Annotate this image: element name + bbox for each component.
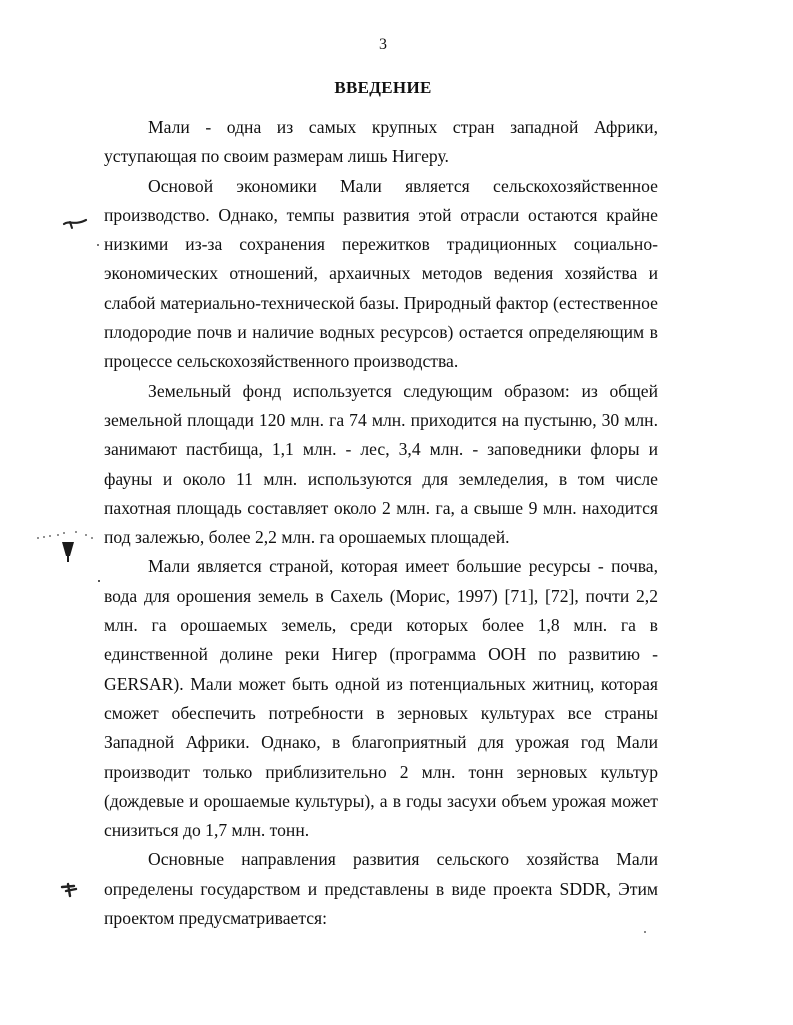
margin-star-mark-icon [60,882,80,898]
page-heading: ВВЕДЕНИЕ [334,78,432,97]
document-body [104,113,658,933]
paragraph-4: Мали является страной, которая имеет большие ресурсы - почва, вода для орошения земель в Сахель (Морис, 1997) [71], [72], почти 2,2 млн. га орошаемых земель, среди которых более 1,8 млн. га в единственной долине реки Нигер (программа ООН по развитию - GERSAR). Мали может быть одной из потенциальных житниц, которая сможет обеспечить потребности в зерновых культурах все страны Западной Африки. Однако, в благоприятный для урожая год Мали производит только приблизительно 2 млн. тонн зерновых культур (дождевые и орошаемые культуры), а в годы засухи объем урожая может снизиться до 1,7 млн. тонн. [104,556,658,841]
paragraph-1: Мали - одна из самых крупных стран западной Африки, уступающая по своим размерам лишь Нигеру. [104,117,658,167]
scan-speck-icon [644,931,646,933]
scan-speck-icon [97,244,99,246]
page-number: 3 [379,36,387,53]
paragraph-5: Основные направления развития сельского хозяйства Мали определены государством и представлены в виде проекта SDDR, Этим проектом предусматривается: [104,849,658,929]
paragraph-3: Земельный фонд используется следующим образом: из общей земельной площади 120 млн. га 74 млн. приходится на пустыню, 30 млн. занимают пастбища, 1,1 млн. - лес, 3,4 млн. - заповедники флоры и фауны и около 11 млн. используются для земледелия, в том числе пахотная площадь составляет около 2 млн. га, а свыше 9 млн. находится под залежью, более 2,2 млн. га орошаемых площадей. [104,380,658,548]
scan-speck-icon [98,580,100,582]
paragraph-2: Основой экономики Мали является сельскохозяйственное производство. Однако, темпы развития этой отрасли остаются крайне низкими из-за сохранения пережитков традиционных социально-экономических отношений, архаичных методов ведения хозяйства и слабой материально-технической базы. Природный фактор (естественное плодородие почв и наличие водных ресурсов) остается определяющим в процессе сельскохозяйственного производства. [104,175,658,372]
margin-dots-icon [34,526,98,566]
margin-tick-mark-icon [62,216,88,230]
